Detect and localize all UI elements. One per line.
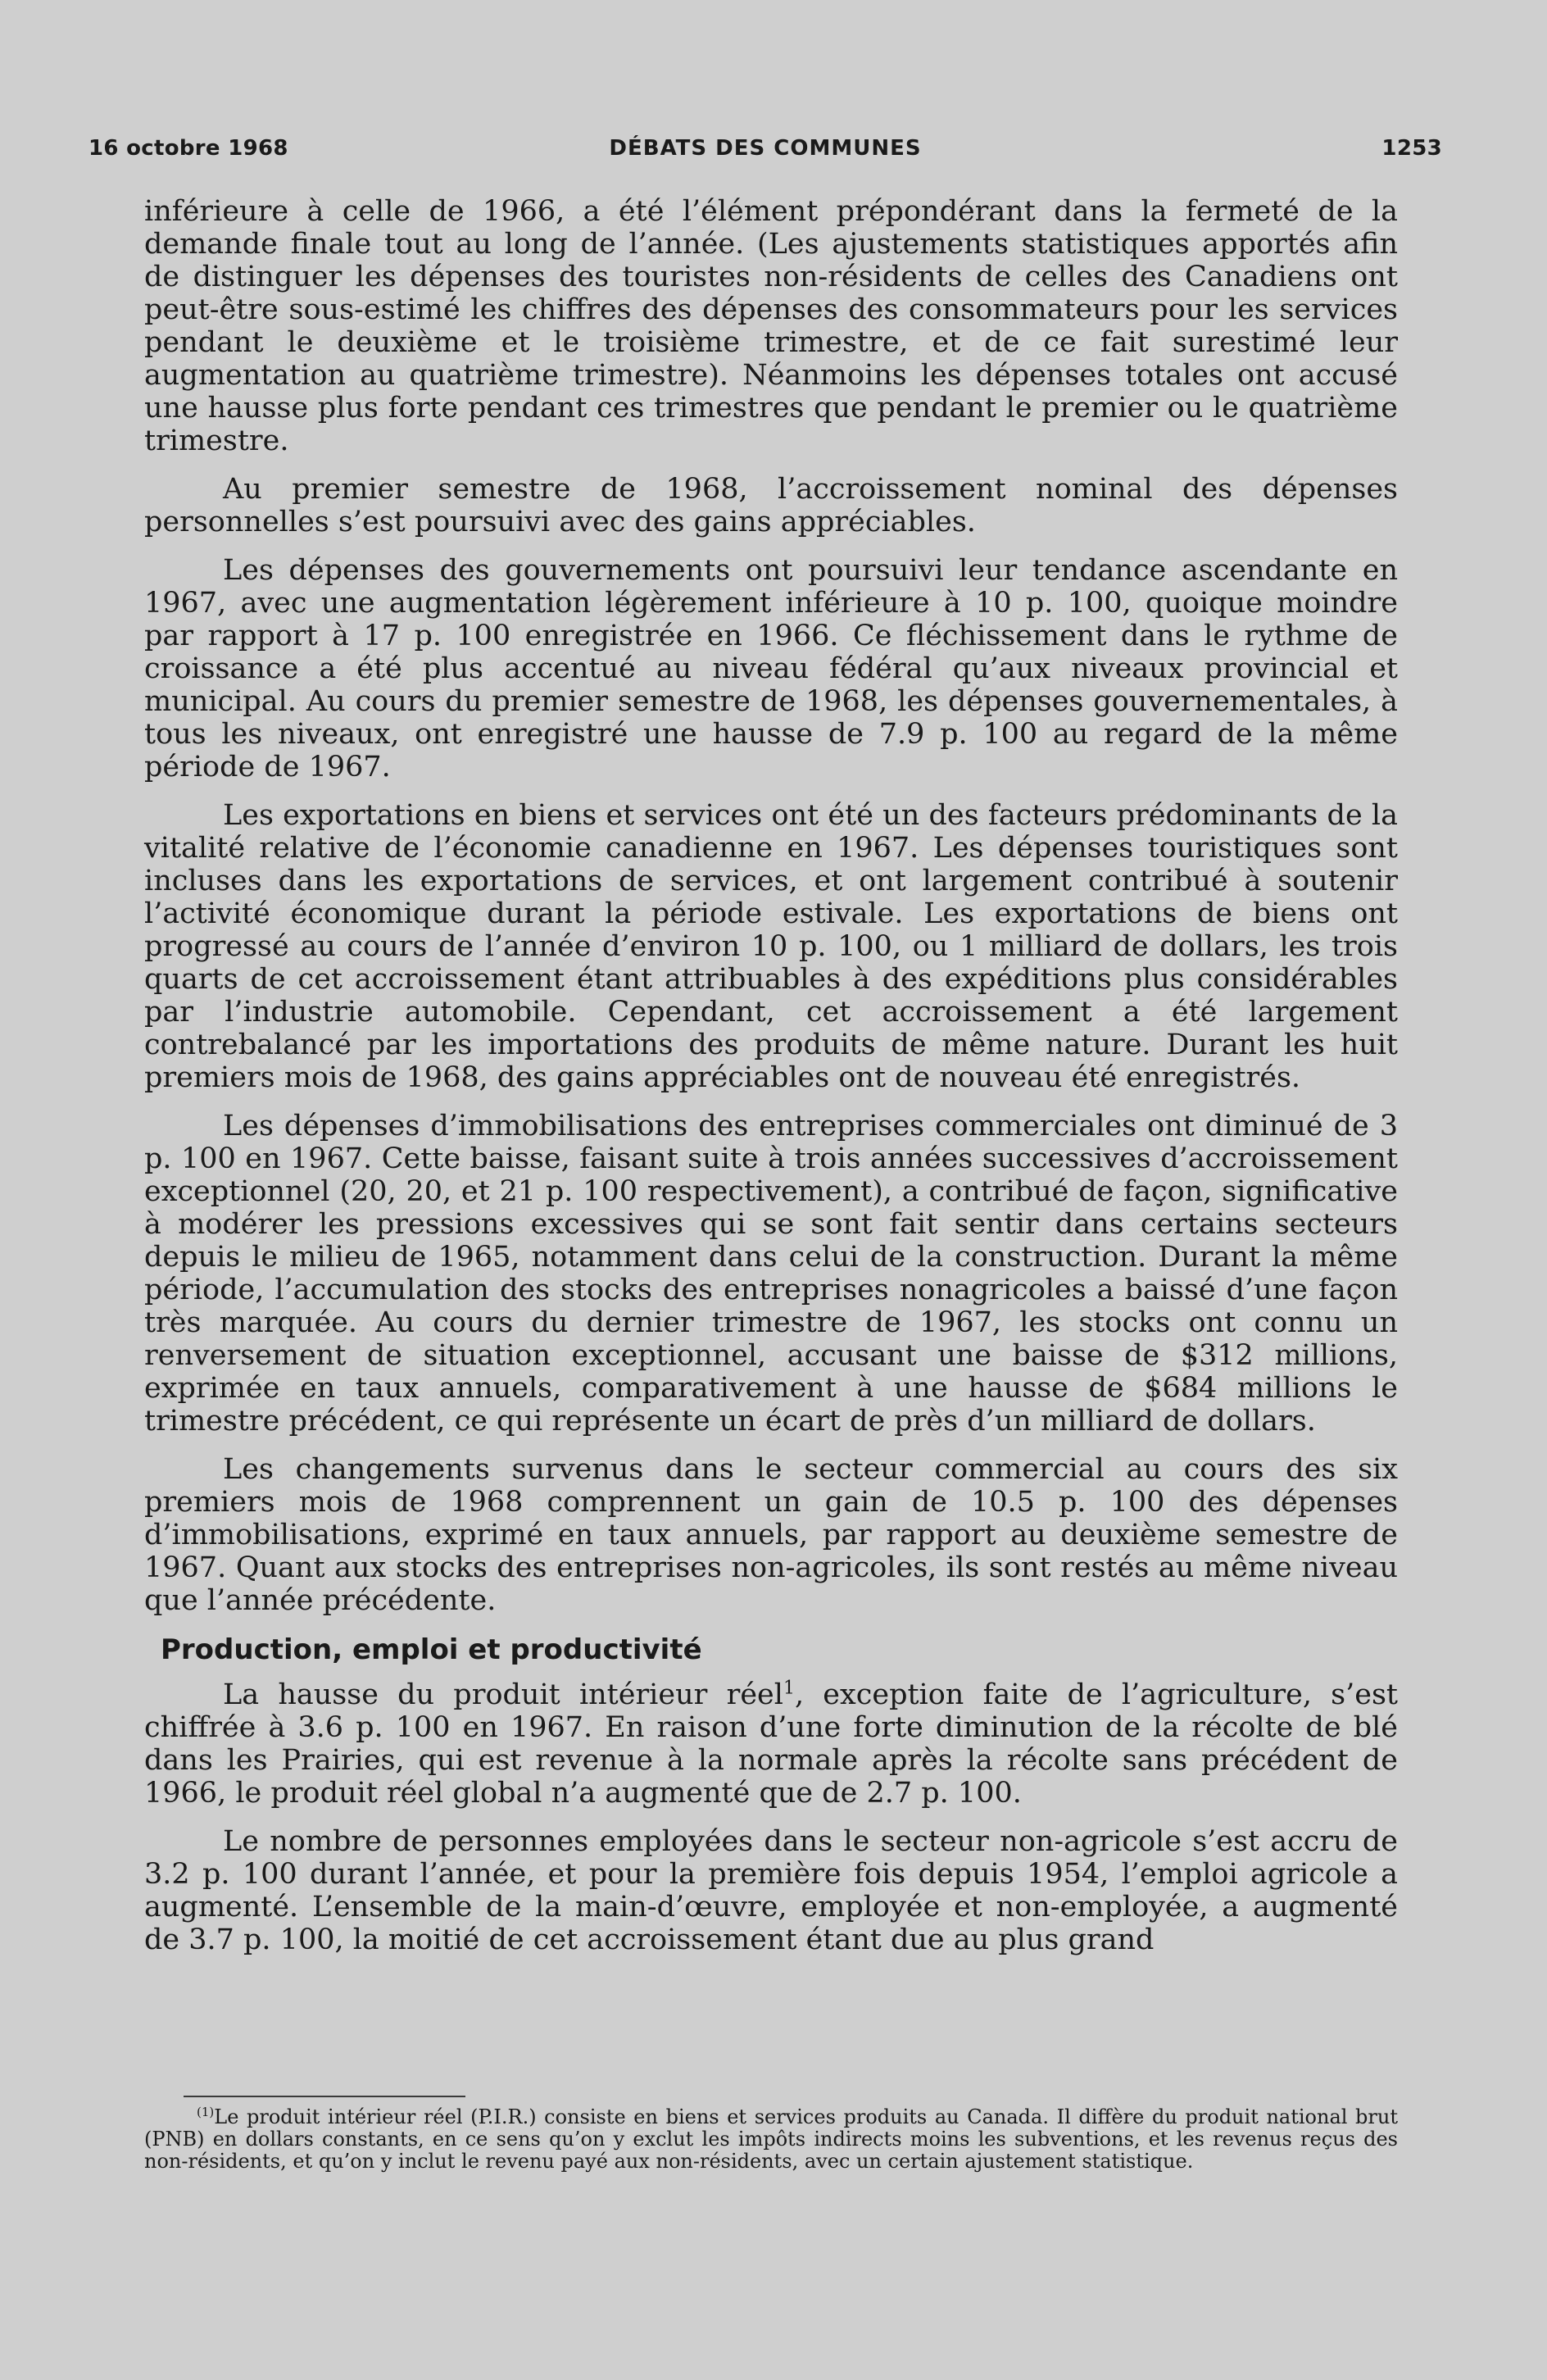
page-number: 1253 bbox=[1381, 136, 1442, 161]
footnote-divider bbox=[184, 2096, 465, 2097]
main-text bbox=[144, 195, 1398, 1972]
paragraph bbox=[144, 1678, 1398, 1810]
footnote bbox=[144, 2106, 1398, 2173]
paragraph: Les dépenses des gouvernements ont poursuivi leur tendance ascendante en 1967, avec une augmentation légèrement inférieure à 10 p. 100, quoique moindre par rapport à 17 p. 100 enregistrée en 1966. Ce fléchissement dans le rythme de croissance a été plus accentué au niveau fédéral qu’aux niveaux provincial et municipal. Au cours du premier semestre de 1968, les dépenses gouvernementales, à tous les niveaux, ont enregistré une hausse de 7.9 p. 100 au regard de la même période de 1967. bbox=[144, 554, 1398, 783]
paragraph: Le nombre de personnes employées dans le secteur non-agricole s’est accru de 3.2 p. 100 durant l’année, et pour la première fois depuis 1954, l’emploi agricole a augmenté. L’ensemble de la main-d’œuvre, employée et non-employée, a augmenté de 3.7 p. 100, la moitié de cet accroissement étant due au plus grand bbox=[144, 1825, 1398, 1956]
paragraph-text: La hausse du produit intérieur réel bbox=[223, 1678, 783, 1711]
page-header bbox=[88, 136, 1442, 169]
footnote-reference: 1 bbox=[783, 1678, 795, 1699]
footnote-text: Le produit intérieur réel (P.I.R.) consiste en biens et services produits au Canada. Il diffère du produit national brut (PNB) en dollars constants, en ce sens qu’on y exclut les impôts indirects moins les subventions, et les revenus reçus des non-résidents, et qu’on y inclut le revenu payé aux non-résidents, avec un certain ajustement statistique. bbox=[144, 2105, 1398, 2173]
footnote-marker: (1) bbox=[197, 2105, 215, 2119]
paragraph-text: , exception faite de l’agriculture, s’est chiffrée à 3.6 p. 100 en 1967. En raison d’une forte diminution de la récolte de blé dans les Prairies, qui est revenue à la normale après la récolte sans précédent de 1966, le produit réel global n’a augmenté que de 2.7 p. 100. bbox=[144, 1678, 1398, 1810]
paragraph-continued: inférieure à celle de 1966, a été l’élément prépondérant dans la fermeté de la demande finale tout au long de l’année. (Les ajustements statistiques apportés afin de distinguer les dépenses des touristes non-résidents de celles des Canadiens ont peut-être sous-estimé les chiffres des dépenses des consommateurs pour les services pendant le deuxième et le troisième trimestre, et de ce fait surestimé leur augmentation au quatrième trimestre). Néanmoins les dépenses totales ont accusé une hausse plus forte pendant ces trimestres que pendant le premier ou le quatrième trimestre. bbox=[144, 195, 1398, 457]
paragraph: Les dépenses d’immobilisations des entreprises commerciales ont diminué de 3 p. 100 en 1967. Cette baisse, faisant suite à trois années successives d’accroissement exceptionnel (20, 20, et 21 p. 100 respectivement), a contribué de façon, significative à modérer les pressions excessives qui se sont fait sentir dans certains secteurs depuis le milieu de 1965, notamment dans celui de la construction. Durant la même période, l’accumulation des stocks des entreprises nonagricoles a baissé d’une façon très marquée. Au cours du dernier trimestre de 1967, les stocks ont connu un renversement de situation exceptionnel, accusant une baisse de $312 millions, exprimée en taux annuels, comparativement à une hausse de $684 millions le trimestre précédent, ce qui représente un écart de près d’un milliard de dollars. bbox=[144, 1110, 1398, 1438]
header-title: DÉBATS DES COMMUNES bbox=[609, 136, 922, 161]
paragraph: Au premier semestre de 1968, l’accroissement nominal des dépenses personnelles s’est poursuivi avec des gains appréciables. bbox=[144, 473, 1398, 538]
paragraph: Les exportations en biens et services ont été un des facteurs prédominants de la vitalité relative de l’économie canadienne en 1967. Les dépenses touristiques sont incluses dans les exportations de services, et ont largement contribué à soutenir l’activité économique durant la période estivale. Les exportations de biens ont progressé au cours de l’année d’environ 10 p. 100, ou 1 milliard de dollars, les trois quarts de cet accroissement étant attribuables à des expéditions plus considérables par l’industrie automobile. Cependant, cet accroissement a été largement contrebalancé par les importations des produits de même nature. Durant les huit premiers mois de 1968, des gains appréciables ont de nouveau été enregistrés. bbox=[144, 799, 1398, 1094]
paragraph: Les changements survenus dans le secteur commercial au cours des six premiers mois de 1968 comprennent un gain de 10.5 p. 100 des dépenses d’immobilisations, exprimé en taux annuels, par rapport au deuxième semestre de 1967. Quant aux stocks des entreprises non-agricoles, ils sont restés au même niveau que l’année précédente. bbox=[144, 1453, 1398, 1617]
header-date: 16 octobre 1968 bbox=[88, 136, 288, 161]
section-heading: Production, emploi et productivité bbox=[161, 1633, 702, 1666]
